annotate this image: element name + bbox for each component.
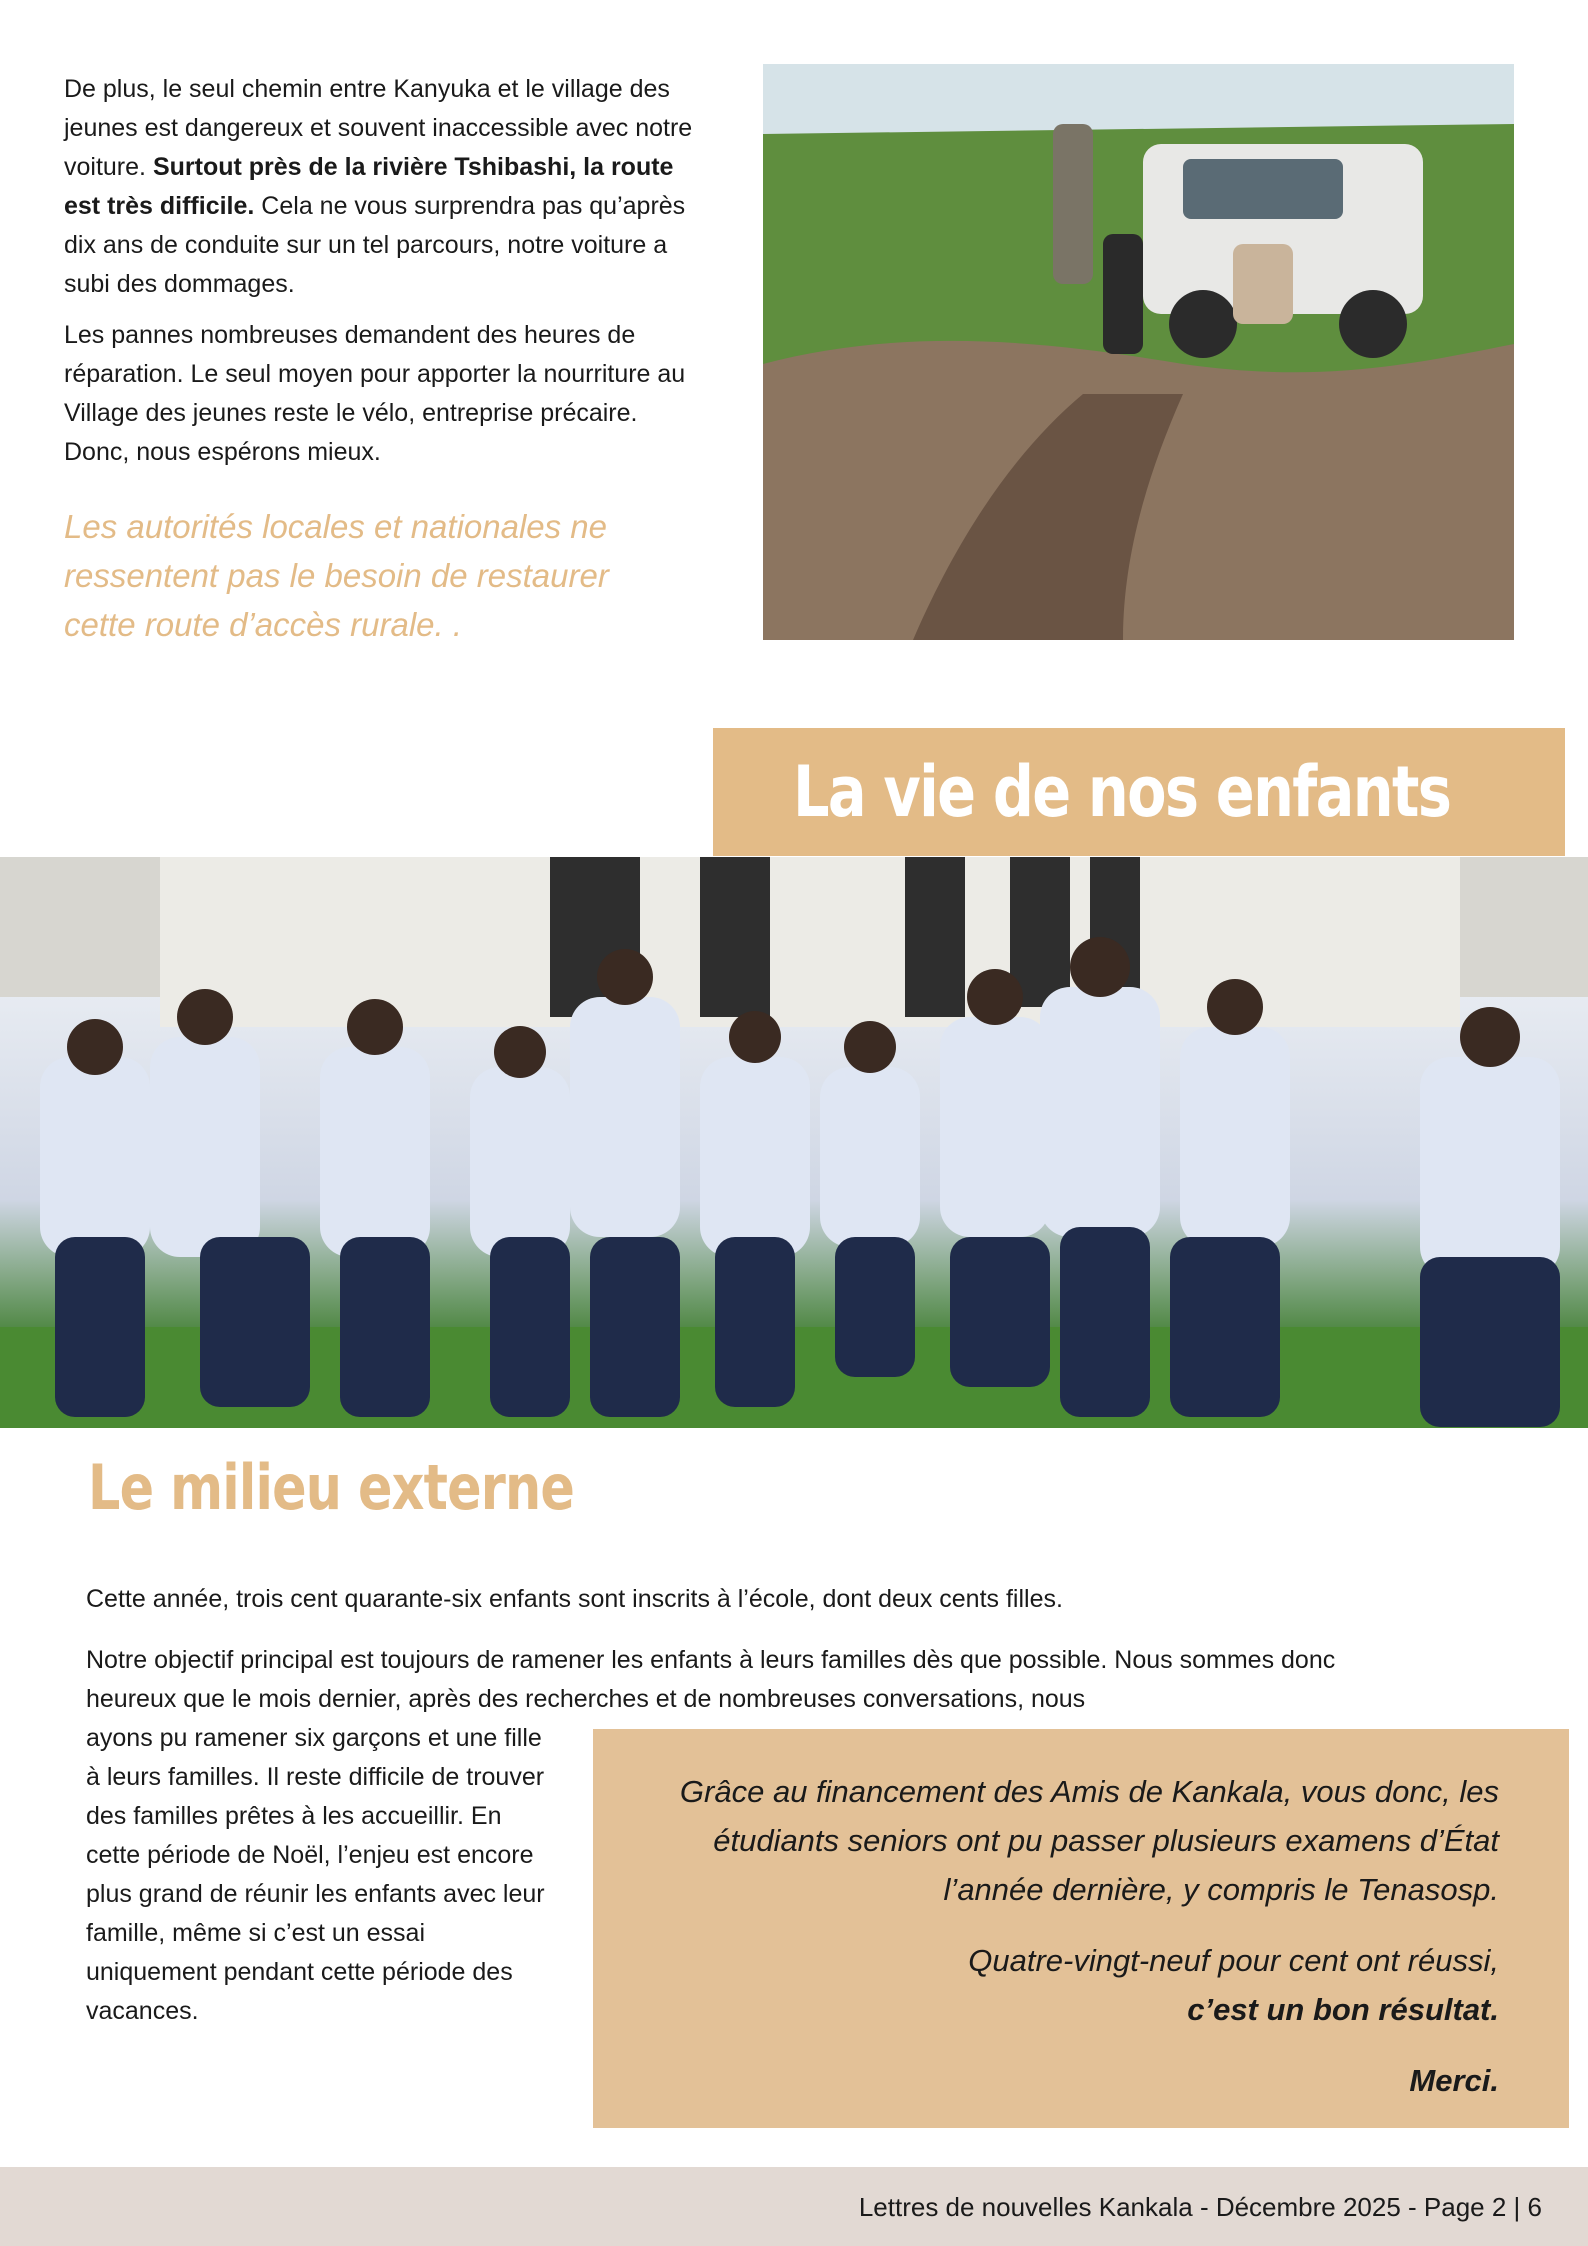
body-paragraph-1: Cette année, trois cent quarante-six enfants sont inscrits à l’école, dont deux cents filles.: [86, 1585, 1063, 1613]
subsection-title: Le milieu externe: [88, 1451, 575, 1524]
intro-paragraph-1-start: De plus, le seul chemin entre Kanyuka et le village des jeunes est dangereux et souvent inaccessible avec notre voiture.: [64, 75, 693, 181]
body-paragraph-3: ayons pu ramener six garçons et une fille à leurs familles. Il reste difficile de trouver des familles prêtes à les accueillir. En cette période de Noël, l’enjeu est encore plus grand de réunir les enfants avec leur famille, même si c’est un essai uniquement pendant cette période des vacances.: [86, 1724, 545, 2025]
highlight-box: [593, 1729, 1569, 2128]
section-banner: [713, 728, 1565, 856]
highlight-text-1: Grâce au financement des Amis de Kankala, vous donc, les étudiants seniors ont pu passer plusieurs examens d’État l’année dernière, y compris le Tenasosp.: [679, 1774, 1499, 1907]
intro-text: [64, 70, 694, 484]
intro-paragraph-1-end: Cela ne vous surprendra pas qu’après dix ans de conduite sur un tel parcours, notre voiture a subi des dommages.: [64, 192, 686, 298]
intro-paragraph-2: Les pannes nombreuses demandent des heures de réparation. Le seul moyen pour apporter la nourriture au Village des jeunes reste le vélo, entreprise précaire. Donc, nous espérons mieux.: [64, 321, 686, 466]
intro-paragraph-1: [64, 70, 694, 304]
pull-quote: Les autorités locales et nationales ne ressentent pas le besoin de restaurer cette route d’accès rurale. .: [64, 508, 609, 643]
footer-text: Lettres de nouvelles Kankala - Décembre 2025 - Page 2 | 6: [858, 2192, 1542, 2222]
section-title: La vie de nos enfants: [793, 751, 1451, 833]
highlight-text-2: Quatre-vingt-neuf pour cent ont réussi,: [968, 1943, 1499, 1978]
group-photo-illustration: [0, 857, 1588, 1428]
car-stuck-photo: [763, 64, 1514, 640]
intro-paragraph-1-bold: Surtout près de la rivière Tshibashi, la route est très difficile.: [64, 153, 674, 220]
body-paragraph-2: Notre objectif principal est toujours de ramener les enfants à leurs familles dès que possible. Nous sommes donc heureux que le mois dernier, après des recherches et de nombreuses conversations, nous: [86, 1646, 1336, 1713]
highlight-text-4: Merci.: [1409, 2063, 1499, 2098]
car-photo-illustration: [763, 64, 1514, 640]
group-photo-children: [0, 857, 1588, 1428]
highlight-text-3: c’est un bon résultat.: [1187, 1992, 1499, 2027]
page-footer: [0, 2167, 1588, 2246]
